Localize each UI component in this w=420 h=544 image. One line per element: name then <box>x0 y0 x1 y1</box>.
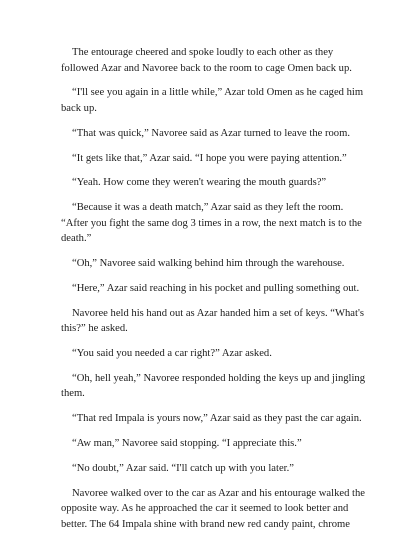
paragraph-2: “I'll see you again in a little while,” Azar told Omen as he caged him back up. <box>61 87 364 114</box>
paragraph-3: “That was quick,” Navoree said as Azar turned to leave the room. <box>72 127 350 139</box>
paragraph-4: “It gets like that,” Azar said. “I hope you were paying attention.” <box>72 152 347 164</box>
paragraph-1: The entourage cheered and spoke loudly to each other as they followed Azar and Navoree back to the room to cage Omen back up. <box>61 47 352 74</box>
paragraph-10: “You said you needed a car right?” Azar asked. <box>72 348 272 359</box>
paragraph-7: “Oh,” Navoree said walking behind him through the warehouse. <box>72 258 345 270</box>
paragraph-12: “That red Impala is yours now,” Azar said as they past the car again. <box>72 413 362 425</box>
paragraph-11: “Oh, hell yeah,” Navoree responded holding the keys up and jingling them. <box>61 372 366 400</box>
paragraph-6: “Because it was a death match,” Azar said as they left the room. “After you fight the same dog 3 times in a row, the next match is to the death.” <box>61 202 362 245</box>
paragraph-15: Navoree walked over to the car as Azar and his entourage walked the opposite way. As he approached the car it seemed to look better and better. The 64 Impala shine with brand new red candy paint, chrome <box>61 487 365 530</box>
paragraph-9: Navoree held his hand out as Azar handed him a set of keys. “What's this?” he asked. <box>61 307 364 335</box>
paragraph-14: “No doubt,” Azar said. “I'll catch up with you later.” <box>72 462 294 474</box>
paragraph-8: “Here,” Azar said reaching in his pocket and pulling something out. <box>72 282 360 294</box>
paragraph-5: “Yeah. How come they weren't wearing the mouth guards?” <box>72 177 327 189</box>
paragraph-13: “Aw man,” Navoree said stopping. “I appreciate this.” <box>72 437 302 449</box>
